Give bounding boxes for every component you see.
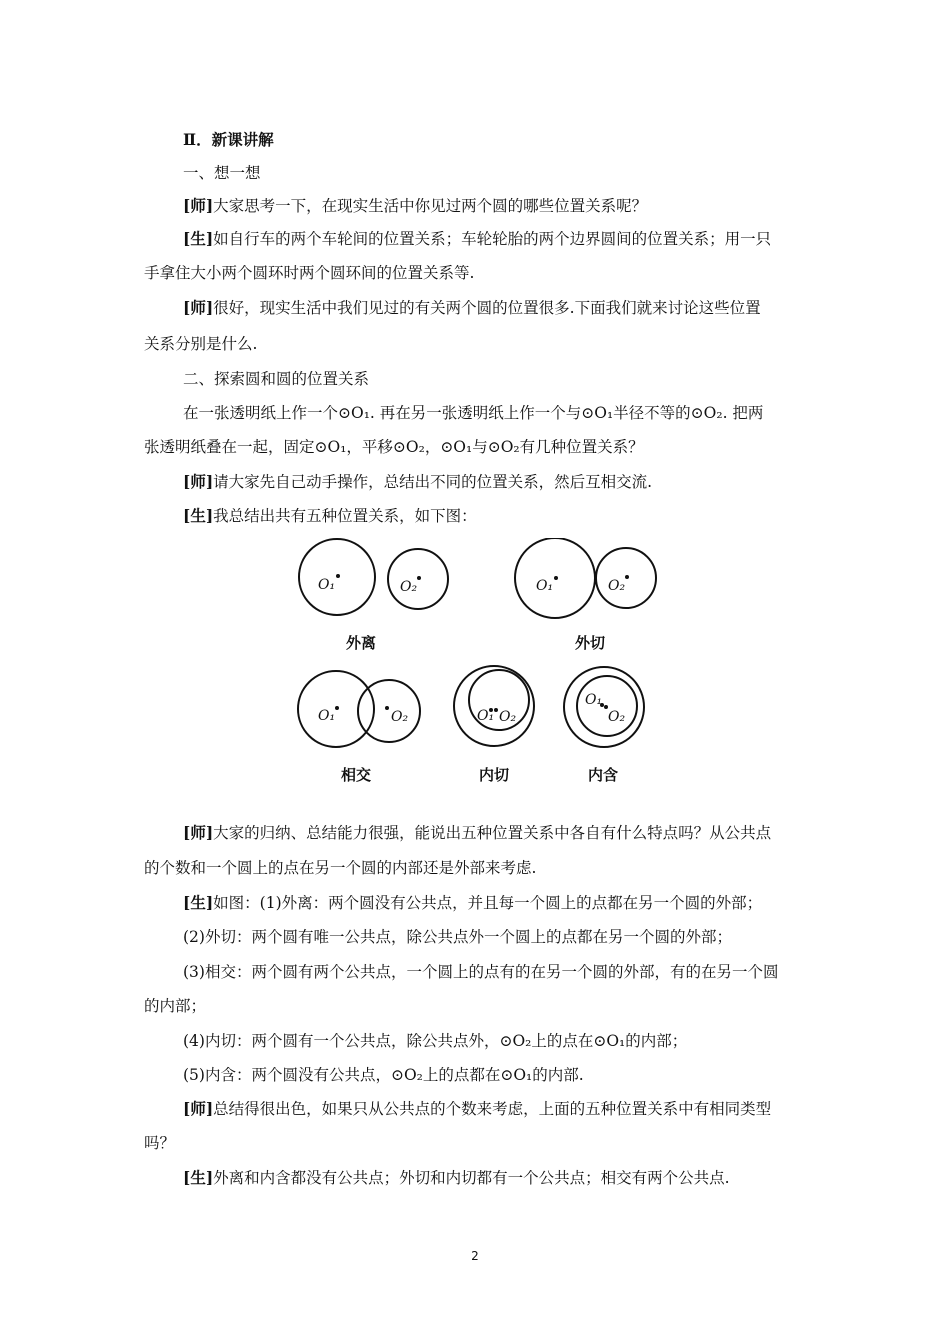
paragraph-teacher-5 (183, 1099, 771, 1119)
speaker-tag: [师] (183, 1099, 214, 1118)
paragraph-teacher-1 (183, 196, 647, 216)
paragraph-teacher-4-cont: 的个数和一个圆上的点在另一个圆的内部还是外部来考虑. (144, 859, 537, 877)
center-dot (335, 706, 339, 710)
paragraph-text: 外离和内含都没有公共点；外切和内切都有一个公共点；相交有两个公共点. (213, 1169, 730, 1187)
paragraph-student-3 (183, 893, 762, 913)
label-o2: O₂ (400, 579, 418, 595)
speaker-tag: [生] (183, 1168, 214, 1187)
label-o2: O₂ (391, 709, 409, 725)
paragraph-text: 大家思考一下，在现实生活中你见过两个圆的哪些位置关系呢？ (213, 197, 648, 215)
paragraph-text: 很好，现实生活中我们见过的有关两个圆的位置很多.下面我们就来讨论这些位置 (213, 299, 761, 317)
speaker-tag: [师] (183, 298, 214, 317)
label-o1: O₁ (536, 578, 554, 594)
label-o2: O₂ (499, 709, 517, 725)
paragraph-instructions-cont: 张透明纸叠在一起，固定⊙O₁，平移⊙O₂，⊙O₁与⊙O₂有几种位置关系？ (144, 438, 644, 456)
speaker-tag: [生] (183, 229, 214, 248)
paragraph-text: 如自行车的两个车轮间的位置关系；车轮轮胎的两个边界圆间的位置关系；用一只 (213, 230, 772, 248)
paragraph-student-1 (183, 229, 771, 249)
list-item-5: (5)内含：两个圆没有公共点，⊙O₂上的点都在⊙O₁的内部. (183, 1066, 584, 1084)
subsection-title-1: 一、想一想 (183, 164, 261, 182)
paragraph-text: 请大家先自己动手操作，总结出不同的位置关系，然后互相交流. (213, 473, 653, 491)
center-dot (336, 574, 340, 578)
center-dot (554, 576, 558, 580)
center-dot (417, 576, 421, 580)
paragraph-student-2 (183, 506, 477, 526)
section-heading: Ⅱ．新课讲解 (183, 130, 274, 149)
label-o2: O₂ (608, 578, 626, 594)
speaker-tag: [师] (183, 196, 214, 215)
label-o1: O₁ (477, 708, 495, 724)
speaker-tag: [生] (183, 893, 214, 912)
label-o1: O₁ (318, 577, 336, 593)
paragraph-text: 总结得很出色，如果只从公共点的个数来考虑，上面的五种位置关系中有相同类型 (213, 1100, 772, 1118)
paragraph-teacher-2 (183, 298, 761, 318)
speaker-tag: [师] (183, 472, 214, 491)
page-number: 2 (471, 1249, 479, 1263)
paragraph-teacher-4 (183, 823, 771, 843)
paragraph-student-4 (183, 1168, 730, 1188)
internal-tangent-circle-o1 (454, 666, 534, 746)
paragraph-text: 我总结出共有五种位置关系，如下图： (213, 507, 477, 525)
intersect-circle-o2 (358, 680, 420, 742)
paragraph-instructions: 在一张透明纸上作一个⊙O₁. 再在另一张透明纸上作一个与⊙O₁半径不等的⊙O₂. 把两 (183, 404, 764, 422)
paragraph-teacher-5-cont: 吗？ (144, 1134, 176, 1152)
speaker-tag: [生] (183, 506, 214, 525)
caption-external-tangent: 外切 (574, 634, 606, 652)
label-o2: O₂ (608, 709, 626, 725)
caption-separate: 外离 (345, 634, 377, 652)
caption-contain: 内含 (587, 766, 619, 784)
caption-intersect: 相交 (340, 766, 372, 784)
list-item-4: (4)内切：两个圆有一个公共点，除公共点外，⊙O₂上的点在⊙O₁的内部； (183, 1032, 688, 1050)
paragraph-teacher-2-cont: 关系分别是什么. (144, 335, 258, 353)
label-o1: O₁ (318, 708, 336, 724)
label-o1: O₁ (585, 692, 603, 708)
circle-relations-figure (290, 538, 660, 790)
caption-internal-tangent: 内切 (478, 766, 510, 784)
center-dot (385, 706, 389, 710)
paragraph-student-1-cont: 手拿住大小两个圆环时两个圆环间的位置关系等. (144, 264, 475, 282)
paragraph-teacher-3 (183, 472, 652, 492)
paragraph-text: 如图：(1)外离：两个圆没有公共点，并且每一个圆上的点都在另一个圆的外部； (213, 894, 763, 912)
subsection-title-2: 二、探索圆和圆的位置关系 (183, 370, 370, 388)
list-item-2: (2)外切：两个圆有唯一公共点，除公共点外一个圆上的点都在另一个圆的外部； (183, 928, 732, 946)
list-item-3-cont: 的内部； (144, 997, 207, 1015)
speaker-tag: [师] (183, 823, 214, 842)
paragraph-text: 大家的归纳、总结能力很强，能说出五种位置关系中各自有什么特点吗？从公共点 (213, 824, 772, 842)
center-dot (494, 708, 498, 712)
center-dot (625, 575, 629, 579)
list-item-3: (3)相交：两个圆有两个公共点，一个圆上的点有的在另一个圆的外部，有的在另一个圆 (183, 963, 779, 981)
